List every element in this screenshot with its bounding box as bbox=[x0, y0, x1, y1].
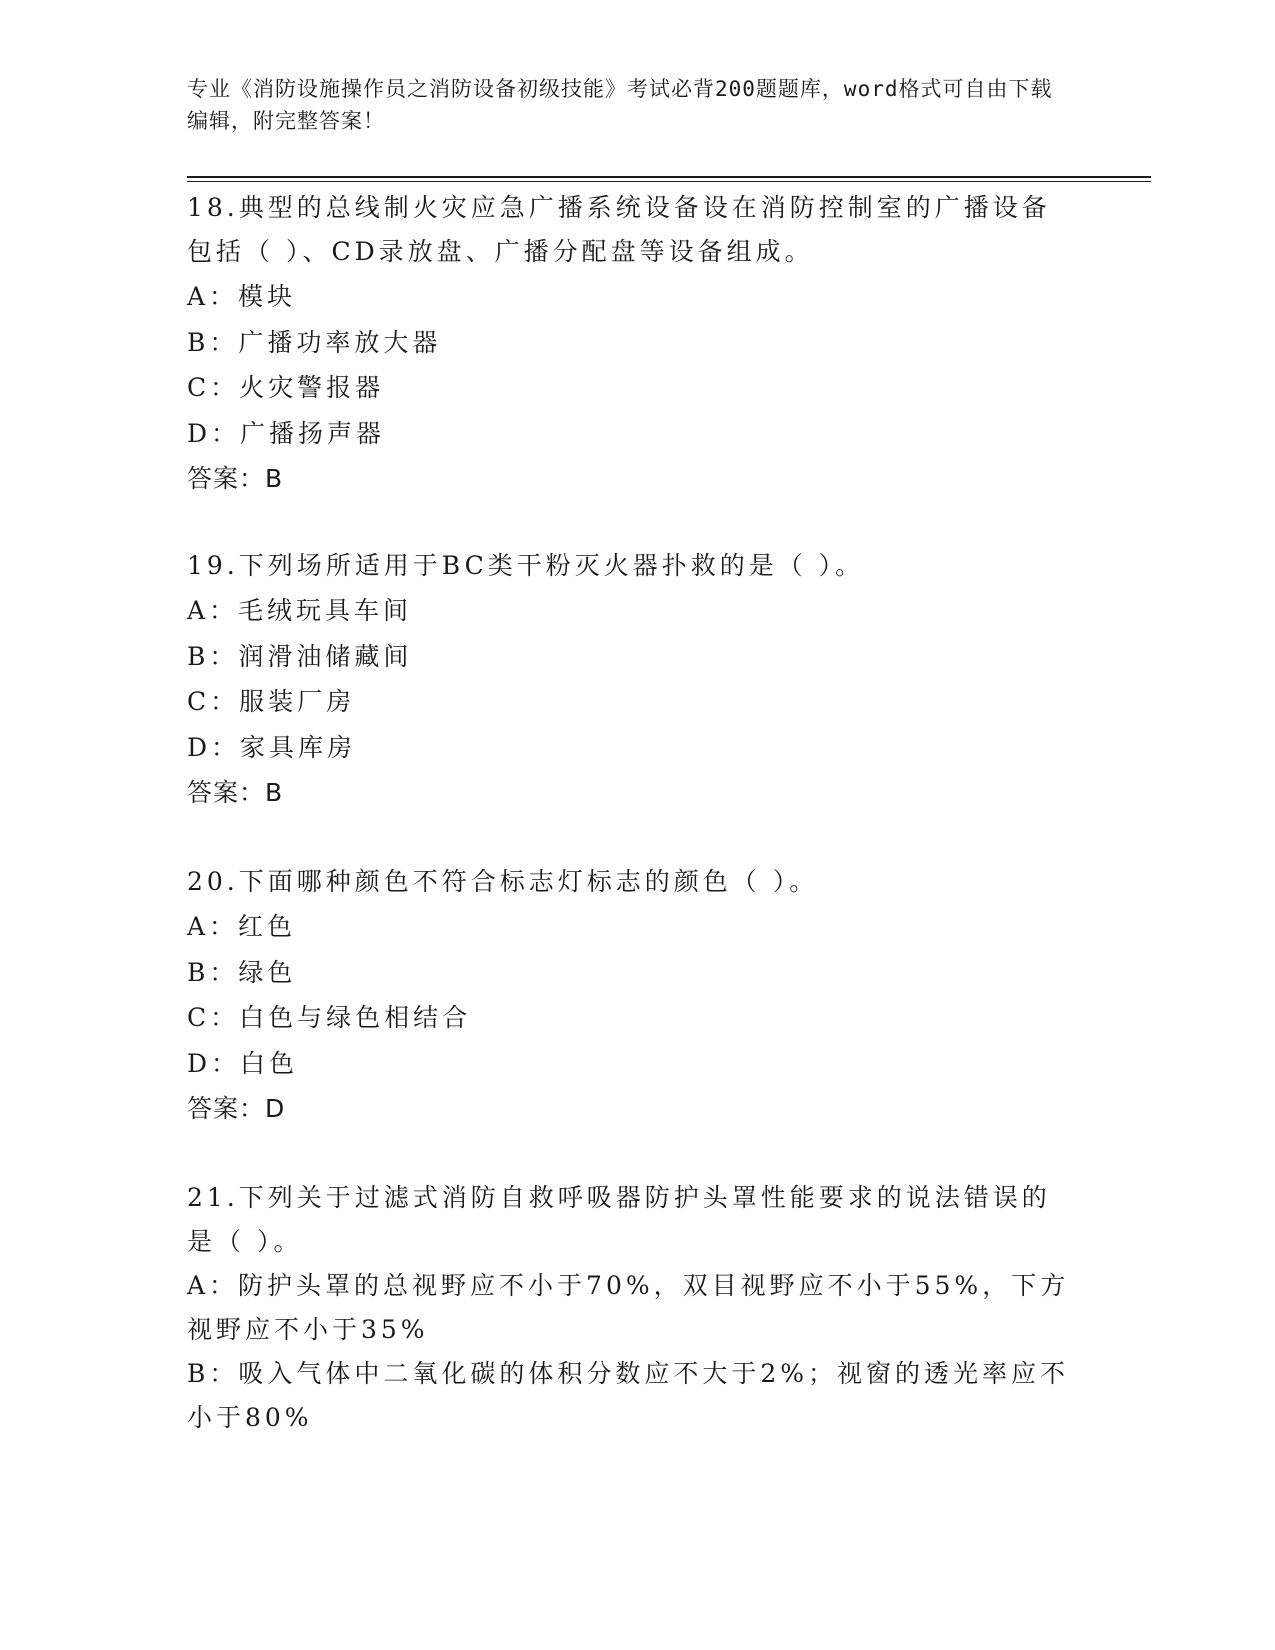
option-b: B：广播功率放大器 bbox=[187, 327, 442, 357]
option-a: A：模块 bbox=[187, 282, 297, 311]
question-20 bbox=[187, 860, 1077, 1132]
header-divider-thin bbox=[187, 181, 1151, 182]
option-c: C：火灾警报器 bbox=[187, 373, 385, 402]
question-stem: 18.典型的总线制火灾应急广播系统设备设在消防控制室的广播设备包括（ ）、CD录放盘、广播分配盘等设备组成。 bbox=[187, 193, 1051, 266]
question-21 bbox=[187, 1176, 1077, 1440]
option-b: B：润滑油储藏间 bbox=[187, 641, 413, 671]
answer: 答案：B bbox=[187, 778, 284, 807]
option-d: D：家具库房 bbox=[187, 732, 357, 762]
option-a: A：防护头罩的总视野应不小于70%，双目视野应不小于55%，下方视野应不小于35% bbox=[187, 1271, 1070, 1344]
question-stem: 20.下面哪种颜色不符合标志灯标志的颜色（ ）。 bbox=[187, 867, 819, 896]
answer: 答案：B bbox=[187, 464, 284, 493]
question-stem: 21.下列关于过滤式消防自救呼吸器防护头罩性能要求的说法错误的是（ ）。 bbox=[187, 1183, 1051, 1256]
document-header: 专业《消防设施操作员之消防设备初级技能》考试必背200题题库，word格式可自由下载编辑，附完整答案！ bbox=[187, 77, 1053, 133]
option-b: B：吸入气体中二氧化碳的体积分数应不大于2%；视窗的透光率应不小于80% bbox=[187, 1359, 1070, 1432]
option-a: A：红色 bbox=[187, 912, 297, 941]
answer: 答案：D bbox=[187, 1094, 286, 1123]
option-d: D：白色 bbox=[187, 1048, 299, 1078]
question-19 bbox=[187, 544, 1077, 816]
question-18 bbox=[187, 186, 1077, 502]
option-c: C：服装厂房 bbox=[187, 687, 356, 716]
option-d: D：广播扬声器 bbox=[187, 418, 386, 448]
option-c: C：白色与绿色相结合 bbox=[187, 1003, 472, 1032]
option-b: B：绿色 bbox=[187, 957, 297, 987]
header-divider-thick bbox=[187, 176, 1151, 178]
question-stem: 19.下列场所适用于BC类干粉灭火器扑救的是（ ）。 bbox=[187, 551, 865, 580]
option-a: A：毛绒玩具车间 bbox=[187, 596, 413, 625]
